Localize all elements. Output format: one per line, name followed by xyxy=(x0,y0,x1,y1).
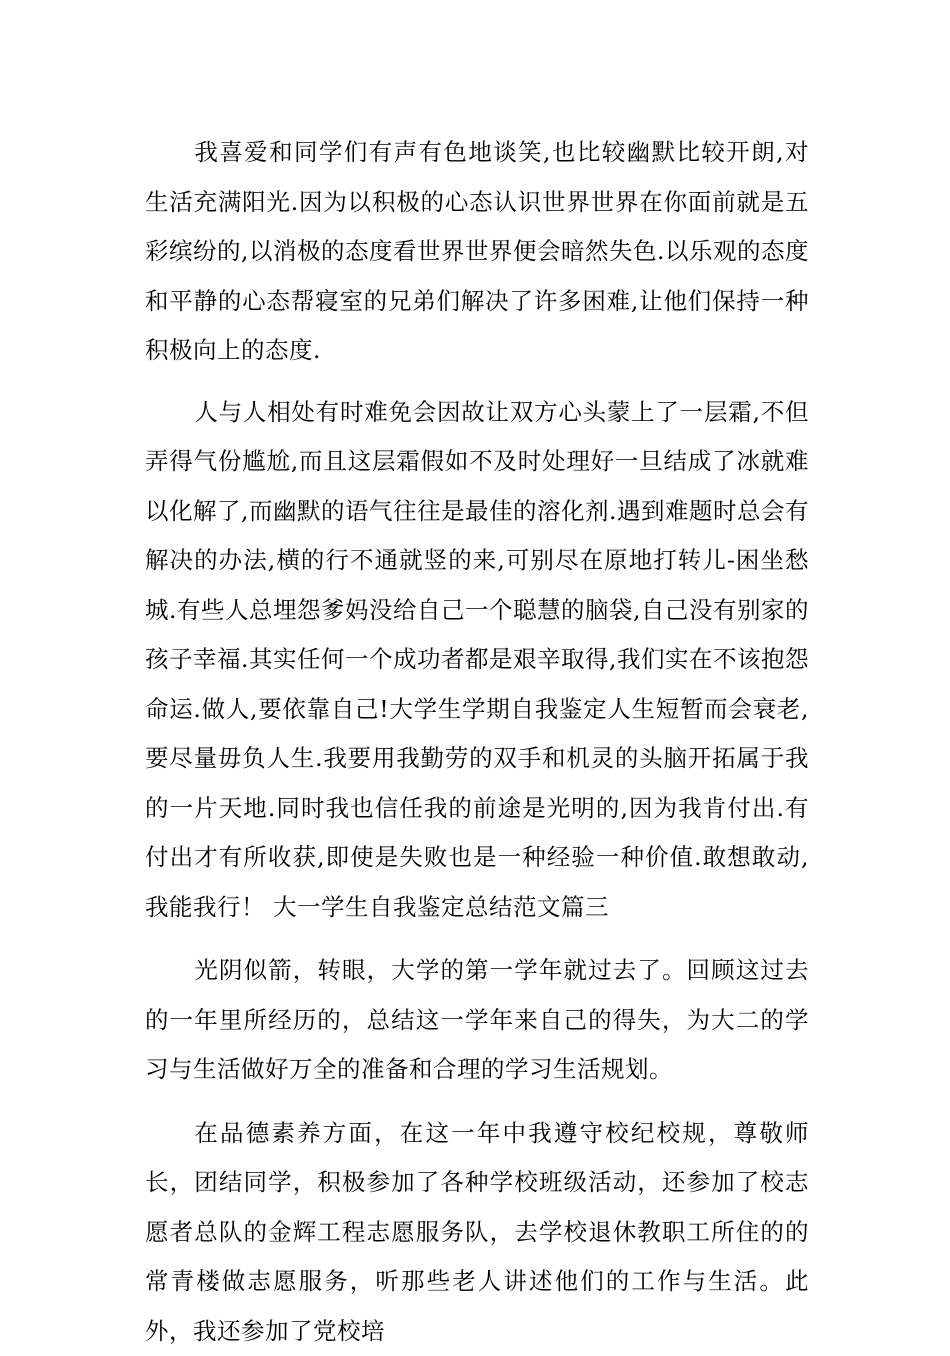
paragraph-humor-and-self-reliance: 人与人相处有时难免会因故让双方心头蒙上了一层霜,不但弄得气份尴尬,而且这层霜假如不及时处理好一旦结成了冰就难以化解了,而幽默的语气往往是最佳的溶化剂.遇到难题时总会有解决的办法,横的行不通就竖的来,可别尽在原地打转儿-困坐愁城.有些人总埋怨爹妈没给自己一个聪慧的脑袋,自己没有别家的孩子幸福.其实任何一个成功者都是艰辛取得,我们实在不该抱怨命运.做人,要依靠自己!大学生学期自我鉴定人生短暂而会衰老,要尽量毋负人生.我要用我勤劳的双手和机灵的头脑开拓属于我的一片天地.同时我也信任我的前途是光明的,因为我肯付出.有付出才有所收获,即使是失败也是一种经验一种价值.敢想敢动,我能我行！ 大一学生自我鉴定总结范文篇三 xyxy=(145,388,809,933)
document-page xyxy=(145,128,809,1356)
paragraph-moral-character: 在品德素养方面，在这一年中我遵守校纪校规，尊敬师长，团结同学，积极参加了各种学校班级活动，还参加了校志愿者总队的金辉工程志愿服务队，去学校退休教职工所住的的常青楼做志愿服务，听那些老人讲述他们的工作与生活。此外，我还参加了党校培 xyxy=(145,1109,809,1356)
paragraph-optimism: 我喜爱和同学们有声有色地谈笑,也比较幽默比较开朗,对生活充满阳光.因为以积极的心态认识世界世界在你面前就是五彩缤纷的,以消极的态度看世界世界便会暗然失色.以乐观的态度和平静的心态帮寝室的兄弟们解决了许多困难,让他们保持一种积极向上的态度. xyxy=(145,128,809,376)
paragraph-first-year-review: 光阴似箭，转眼，大学的第一学年就过去了。回顾这过去的一年里所经历的，总结这一学年来自己的得失，为大二的学习与生活做好万全的准备和合理的学习生活规划。 xyxy=(145,946,809,1095)
